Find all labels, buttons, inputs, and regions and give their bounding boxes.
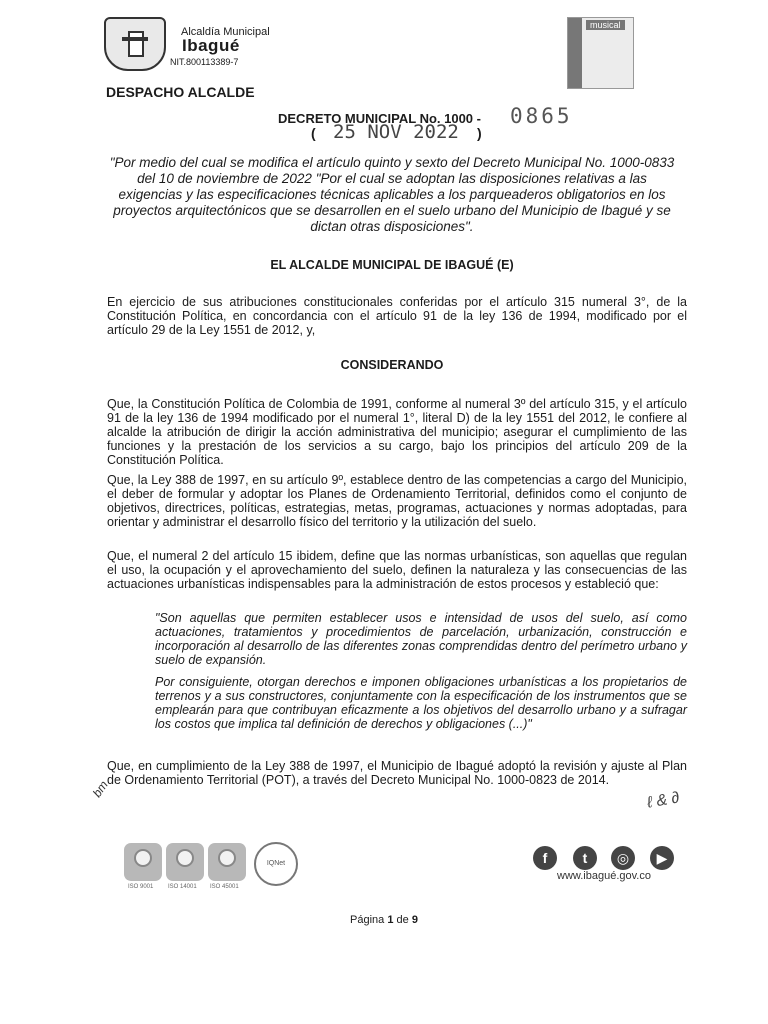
page-current: 1	[387, 914, 394, 926]
handwritten-initials-left: bm	[89, 778, 111, 800]
office-heading: DESPACHO ALCALDE	[106, 84, 255, 100]
municipality-city: Ibagué	[182, 36, 240, 55]
page-total: 9	[411, 914, 418, 926]
page-number	[0, 914, 768, 926]
iqnet-seal: IQNet	[254, 842, 298, 886]
certification-seal-3	[208, 843, 246, 881]
website-link[interactable]: www.ibagué.gov.co	[557, 870, 651, 882]
paren-close: )	[477, 125, 482, 141]
twitter-icon[interactable]: t	[573, 846, 597, 870]
handwritten-initials-right: ℓ & ∂	[645, 789, 681, 812]
facebook-icon[interactable]: f	[533, 846, 557, 870]
mayor-heading: EL ALCALDE MUNICIPAL DE IBAGUÉ (E)	[270, 258, 514, 272]
considerando-heading: CONSIDERANDO	[340, 358, 444, 372]
date-stamp: 25 NOV 2022	[333, 121, 459, 143]
certification-seal-1	[124, 843, 162, 881]
municipality-nit: NIT.800113389-7	[170, 57, 239, 67]
decree-title: DECRETO MUNICIPAL No. 1000 -	[278, 111, 481, 126]
intro-paragraph: En ejercicio de sus atribuciones constitucionales conferidas por el artículo 315 numeral 3°, de la Constitución Política, en concordancia con el artículo 91 de la ley 136 de 1994, modificado por el artículo 29 de la Ley 1551 de 2012, y,	[107, 295, 687, 337]
paragraph-1: Que, la Constitución Política de Colombia de 1991, conforme al numeral 3º del artículo 315, y el artículo 91 de la ley 136 de 1994 modificado por el numeral 1°, literal D) de la ley 1551 del 2012, le confiere al alcalde la atribución de dirigir la acción administrativa del municipio; asegurar el cumplimiento de las funciones y la prestación de los servicios a su cargo, bajo los principios del artículo 209 de la Constitución Política.	[107, 397, 687, 467]
paragraph-2: Que, la Ley 388 de 1997, en su artículo 9º, establece dentro de las competencias a cargo del Municipio, el deber de formular y adoptar los Planes de Ordenamiento Territorial, definidos como el conjunto de objetivos, directrices, políticas, estrategias, metas, programas, actuaciones y normas adoptadas, para orientar y administrar el desarrollo físico del territorio y la utilización del suelo.	[107, 473, 687, 529]
paren-open: (	[311, 125, 316, 141]
municipality-label: Alcaldía Municipal	[181, 26, 270, 38]
instagram-icon[interactable]: ◎	[611, 846, 635, 870]
music-label: musical	[586, 20, 625, 30]
music-capital-logo	[567, 17, 634, 89]
page-mid: de	[393, 914, 412, 926]
decree-subject: "Por medio del cual se modifica el artículo quinto y sexto del Decreto Municipal No. 1000-0833 del 10 de noviembre de 2022 "Por el cual se adoptan las disposiciones relativas a las exigencias y las especificaciones técnicas aplicables a los parqueaderos obligatorios en los proyectos arquitectónicos que se desarrollen en el suelo urbano del Municipio de Ibagué y se dictan otras disposiciones".	[109, 155, 675, 234]
page-prefix: Página	[350, 914, 388, 926]
cert-label-2: ISO 14001	[168, 884, 197, 890]
cert-label-1: ISO 9001	[128, 884, 154, 890]
logo-bar	[568, 18, 582, 88]
paragraph-3: Que, el numeral 2 del artículo 15 ibidem, define que las normas urbanísticas, son aquellas que regulan el uso, la ocupación y el aprovechamiento del suelo, definen la naturaleza y las consecuencias de las actuaciones urbanísticas indispensables para la administración de estos procesos y estableció que:	[107, 549, 687, 591]
paragraph-4: Que, en cumplimiento de la Ley 388 de 1997, el Municipio de Ibagué adoptó la revisión y ajuste al Plan de Ordenamiento Territorial (POT), a través del Decreto Municipal No. 1000-0823 de 2014.	[107, 759, 687, 787]
youtube-icon[interactable]: ▶	[650, 846, 674, 870]
decree-number-stamp: 0865	[510, 104, 573, 128]
municipal-shield-logo	[104, 17, 166, 71]
quote-2: Por consiguiente, otorgan derechos e imponen obligaciones urbanísticas a los propietarios de terrenos y a sus constructores, conjuntamente con la especificación de los instrumentos que se emplearán para que contribuyan eficazmente a los objetivos del desarrollo urbano y a sufragar los costos que implica tal definición de derechos y obligaciones (...)"	[155, 675, 687, 731]
certification-seal-2	[166, 843, 204, 881]
cert-label-3: ISO 45001	[210, 884, 239, 890]
quote-1: "Son aquellas que permiten establecer usos e intensidad de usos del suelo, así como actuaciones, tratamientos y procedimientos de parcelación, urbanización, construcción e incorporación al desarrollo de las diferentes zonas comprendidas dentro del perímetro urbano y suelo de expansión.	[155, 611, 687, 667]
